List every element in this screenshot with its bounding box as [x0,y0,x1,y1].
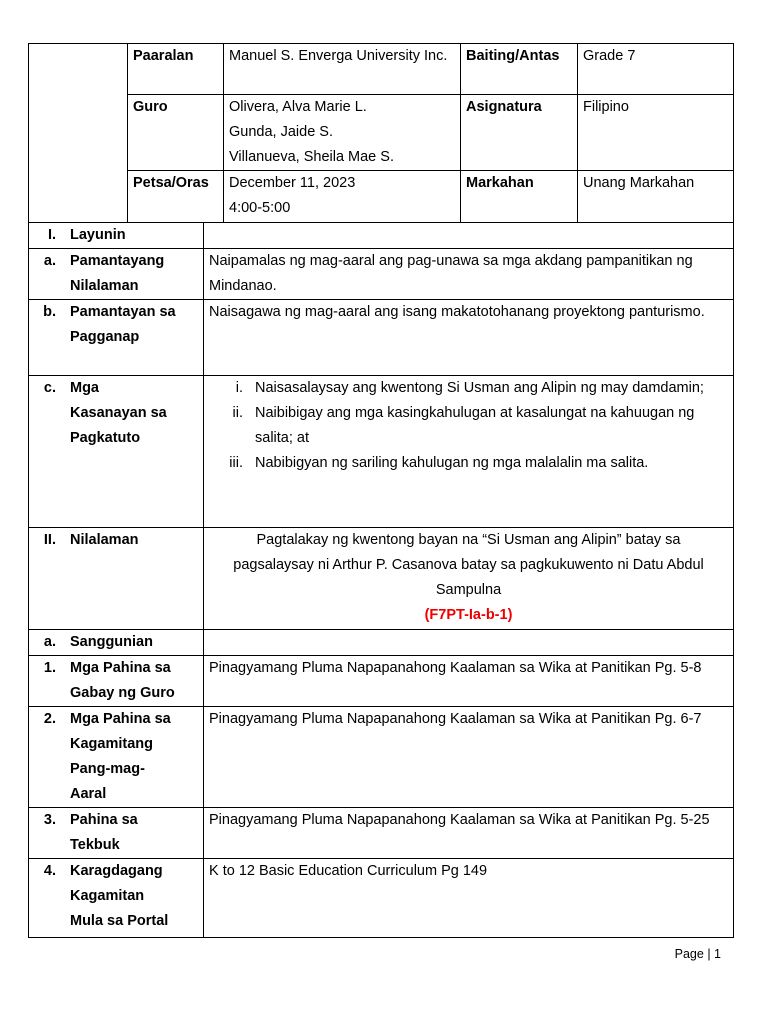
guro-name: Villanueva, Sheila Mae S. [229,149,394,165]
section-label [29,707,204,808]
section-title [70,707,171,807]
nilalaman-text: Pagtalakay ng kwentong bayan na “Si Usman ang Alipin” batay sa pagsalaysay ni Arthur P. Casanova batay sa pagkukuwento ni Datu Abdul Sampulna [233,532,704,598]
section-number: 1. [43,660,56,676]
section-label [29,376,204,528]
section-number: 3. [43,812,56,828]
petsa-date: December 11, 2023 [229,175,356,191]
label-line: Mga Pahina sa [70,660,171,676]
label-line: Pagganap [70,329,140,345]
section-label [29,859,204,938]
section-title [70,656,175,706]
empty-cell [204,630,734,656]
markahan-label: Markahan [461,171,578,223]
table-row [29,249,734,300]
table-row [29,808,734,859]
table-row [29,707,734,808]
section-number: II. [43,532,56,548]
empty-cell [204,223,734,249]
section-label [29,656,204,707]
label-line: Karagdagang [70,863,163,879]
header-table [28,43,734,223]
page-separator: | [707,947,711,961]
blank-corner-cell [29,44,128,223]
list-item [209,401,728,451]
list-marker: ii. [232,405,243,421]
section-title: Nilalaman [70,532,139,548]
section-content: Naipamalas ng mag-aaral ang pag-unawa sa mga akdang pampanitikan ng Mindanao. [204,249,734,300]
label-line: Pang-mag- [70,761,145,777]
guro-name: Olivera, Alva Marie L. [229,99,367,115]
petsa-label: Petsa/Oras [128,171,224,223]
section-label [29,630,204,656]
table-row [29,859,734,938]
table-row [29,630,734,656]
label-line: Pahina sa [70,812,138,828]
section-content: Naisagawa ng mag-aaral ang isang makatotohanang proyektong panturismo. [204,300,734,376]
section-number: a. [43,253,56,269]
list-text: Naisasalaysay ang kwentong Si Usman ang Alipin ng may damdamin; [255,380,704,396]
table-row [29,528,734,630]
list-marker: iii. [229,455,243,471]
body-table [28,222,734,938]
section-title: Sanggunian [70,634,153,650]
section-label [29,528,204,630]
asignatura-label: Asignatura [461,95,578,171]
guro-label: Guro [128,95,224,171]
section-number: 2. [43,711,56,727]
list-text: Naibibigay ang mga kasingkahulugan at kasalungat na kahuugan ng salita; at [255,405,695,446]
list-text: Nabibigyan ng sariling kahulugan ng mga malalalin ma salita. [255,455,649,471]
section-content [204,376,734,528]
label-line: Gabay ng Guro [70,685,175,701]
label-line: Tekbuk [70,837,120,853]
table-row [29,223,734,249]
section-label [29,300,204,376]
section-content [204,528,734,630]
label-line: Kagamitan [70,888,145,904]
section-number: c. [43,380,56,396]
page-footer [675,947,721,961]
label-line: Kasanayan sa [70,405,167,421]
competency-list [209,376,728,476]
page-number: 1 [714,947,721,961]
label-line: Mga Pahina sa [70,711,171,727]
table-row [29,656,734,707]
label-line: Aaral [70,786,107,802]
section-label [29,808,204,859]
section-title [70,249,164,299]
section-content: K to 12 Basic Education Curriculum Pg 149 [204,859,734,938]
section-number: a. [43,634,56,650]
section-number: 4. [43,863,56,879]
competency-code: (F7PT-Ia-b-1) [424,607,513,623]
guro-value [224,95,461,171]
label-line: Pamantayan sa [70,304,176,320]
petsa-time: 4:00-5:00 [229,200,291,216]
markahan-value: Unang Markahan [578,171,734,223]
list-marker: i. [235,380,243,396]
label-line: Pagkatuto [70,430,141,446]
label-line: Nilalaman [70,278,139,294]
section-title [70,808,138,858]
asignatura-value: Filipino [578,95,734,171]
section-title [70,300,176,350]
label-line: Kagamitang [70,736,153,752]
page-label: Page [674,947,704,961]
table-row [29,376,734,528]
label-line: Pamantayang [70,253,165,269]
baiting-label: Baiting/Antas [461,44,578,95]
section-number: I. [47,227,56,243]
section-label [29,223,204,249]
baiting-value: Grade 7 [578,44,734,95]
label-line: Mga [70,380,99,396]
list-item [209,376,728,401]
guro-name: Gunda, Jaide S. [229,124,333,140]
petsa-value [224,171,461,223]
lesson-plan-document [28,43,733,938]
section-number: b. [43,304,56,320]
paaralan-label: Paaralan [128,44,224,95]
section-content: Pinagyamang Pluma Napapanahong Kaalaman sa Wika at Panitikan Pg. 5-25 [204,808,734,859]
list-item [209,451,728,476]
table-row [29,300,734,376]
paaralan-value: Manuel S. Enverga University Inc. [224,44,461,95]
section-content: Pinagyamang Pluma Napapanahong Kaalaman sa Wika at Panitikan Pg. 6-7 [204,707,734,808]
section-title [70,859,168,934]
section-title [70,376,167,451]
label-line: Mula sa Portal [70,913,169,929]
section-title: Layunin [70,227,126,243]
section-content: Pinagyamang Pluma Napapanahong Kaalaman sa Wika at Panitikan Pg. 5-8 [204,656,734,707]
section-label [29,249,204,300]
